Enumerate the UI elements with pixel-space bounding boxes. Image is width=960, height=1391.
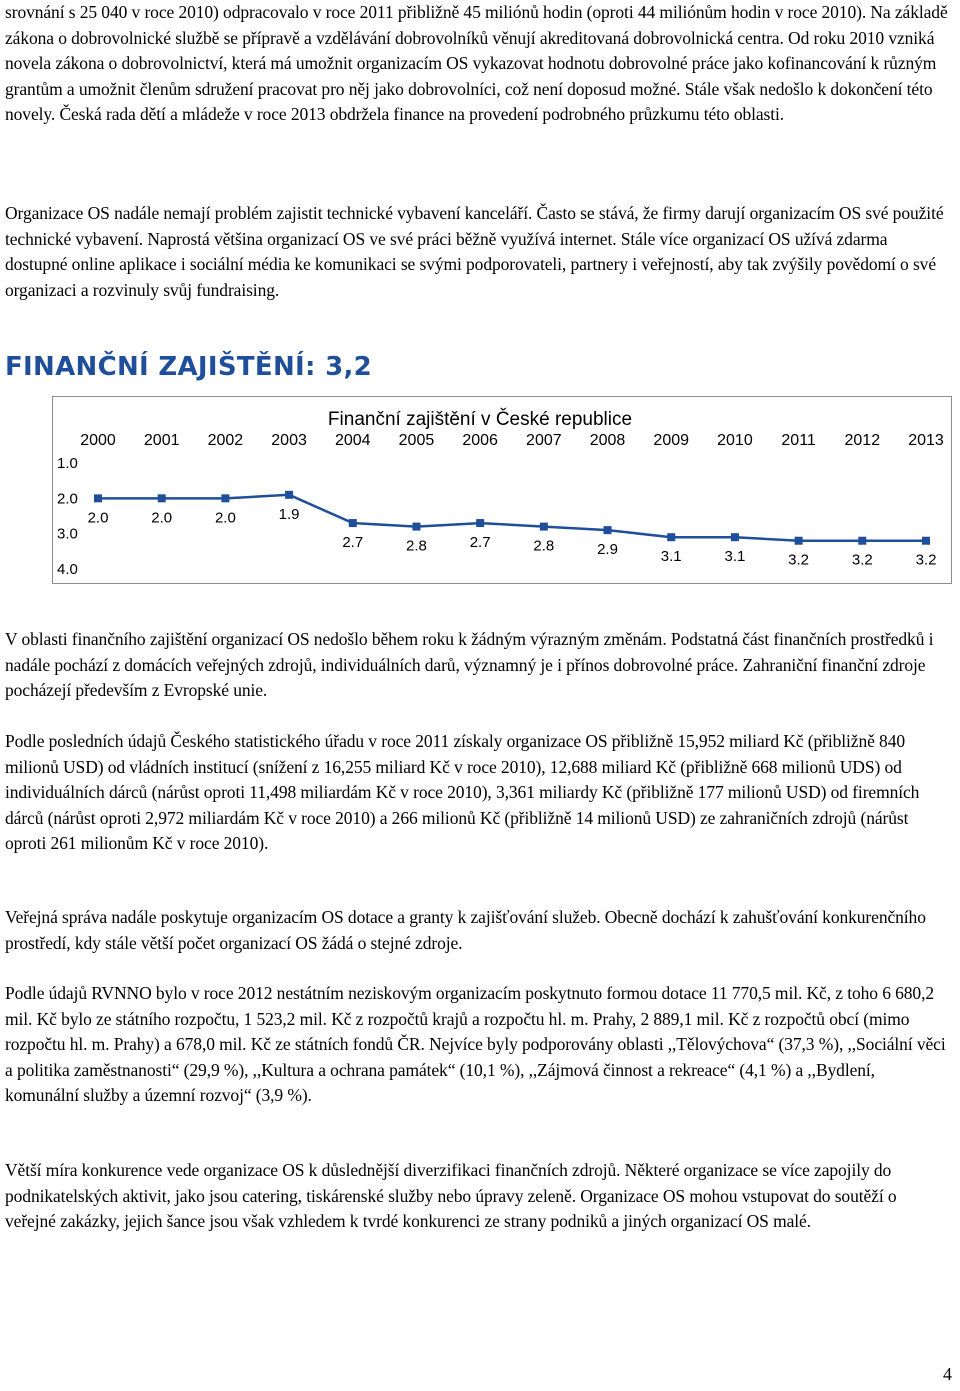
data-label: 2.7 bbox=[469, 534, 491, 552]
x-tick-label: 2011 bbox=[781, 432, 816, 449]
chart-title: Finanční zajištění v České republice bbox=[327, 409, 633, 430]
data-label: 3.1 bbox=[660, 548, 682, 566]
x-axis-tick-labels bbox=[80, 432, 944, 449]
data-point-marker bbox=[604, 526, 612, 534]
x-tick-label: 2008 bbox=[589, 432, 626, 449]
y-tick-label: 3.0 bbox=[57, 525, 78, 543]
data-point-marker bbox=[412, 523, 420, 531]
data-point-marker bbox=[349, 519, 357, 527]
data-label: 3.2 bbox=[851, 551, 873, 569]
data-label: 3.2 bbox=[788, 551, 810, 569]
data-label: 2.9 bbox=[597, 541, 618, 559]
data-label: 2.7 bbox=[342, 534, 364, 552]
data-point-marker bbox=[922, 537, 930, 545]
data-label: 1.9 bbox=[278, 505, 300, 523]
paragraph-statistics-office: Podle posledních údajů Českého statistického úřadu v roce 2011 získaly organizace OS přibližně 15,952 miliard Kč (přibližně 840 milionů USD) od vládních institucí (snížení z 16,255 miliard Kč v roce 2010), 12,688 miliard Kč (přibližně 668 milionů UDS) od individuálních dárců (nárůst oproti 11,498 miliardám Kč v roce 2010), 3,361 miliardy Kč (přibližně 177 milionů USD) od firemních dárců (nárůst oproti 2,972 miliardám Kč v roce 2010) a 266 milionů Kč (přibližně 14 milionů USD) ze zahraničních zdrojů (nárůst oproti 261 milionům Kč v roce 2010). bbox=[5, 731, 920, 853]
x-tick-label: 2000 bbox=[80, 432, 116, 449]
y-axis-tick-labels bbox=[57, 455, 78, 578]
x-tick-label: 2010 bbox=[717, 432, 753, 449]
x-tick-label: 2005 bbox=[398, 432, 435, 449]
data-point-marker bbox=[158, 494, 166, 502]
paragraph-technical-equipment: Organizace OS nadále nemají problém zajistit technické vybavení kanceláří. Často se stává, že firmy darují organizacím OS své použité technické vybavení. Naprostá většina organizací OS ve své práci běžně využívá internet. Stále více organizací OS užívá zdarma dostupné online aplikace i sociální média ke komunikaci se svými podporovateli, partnery i veřejností, aby tak zvýšily povědomí o své organizaci a rozvinuly svůj fundraising. bbox=[5, 203, 944, 300]
data-point-marker bbox=[221, 494, 229, 502]
x-tick-label: 2012 bbox=[844, 432, 881, 449]
x-tick-label: 2004 bbox=[334, 432, 371, 449]
chart-container bbox=[52, 396, 952, 584]
data-label: 2.0 bbox=[214, 509, 236, 527]
data-label: 2.0 bbox=[151, 509, 173, 527]
x-tick-label: 2003 bbox=[271, 432, 307, 449]
data-label: 2.8 bbox=[533, 537, 555, 555]
paragraph-diversification: Větší míra konkurence vede organizace OS k důslednější diverzifikaci finančních zdrojů. Některé organizace se více zapojily do podnikatelských aktivit, jako jsou catering, tiskárenské služby nebo úpravy zeleně. Organizace OS mohou vstupovat do soutěží o veřejné zakázky, jejich šance jsou však vzhledem k tvrdé konkurenci ze strany podniků a jiných organizací OS malé. bbox=[5, 1160, 897, 1231]
x-tick-label: 2009 bbox=[653, 432, 690, 449]
data-label: 3.1 bbox=[724, 548, 746, 566]
paragraph-public-administration: Veřejná správa nadále poskytuje organizacím OS dotace a granty k zajišťování služeb. Obecně dochází k zahušťování konkurenčního prostředí, kdy stále větší počet organizací OS žádá o stejné zdroje. bbox=[5, 907, 926, 953]
data-point-marker bbox=[476, 519, 484, 527]
x-tick-label: 2006 bbox=[462, 432, 498, 449]
data-label: 2.0 bbox=[87, 509, 109, 527]
paragraph-volunteering: srovnání s 25 040 v roce 2010) odpracovalo v roce 2011 přibližně 45 miliónů hodin (oproti 44 miliónům hodin v roce 2010). Na základě zákona o dobrovolnické službě se přípravě a vzdělávání dobrovolníků věnují akreditovaná dobrovolnická centra. Od roku 2010 vzniká novela zákona o dobrovolnictví, která má umožnit organizacím OS vykazovat hodnotu dobrovolné práce jako kofinancování k různým grantům a umožnit členům sdružení pracovat pro něj jako dobrovolníci, což není doposud možné. Stále však nedošlo k dokončení této novely. Česká rada dětí a mládeže v roce 2013 obdržela finance na provedení podrobného průzkumu této oblasti. bbox=[5, 2, 948, 124]
page-number: 4 bbox=[943, 1364, 952, 1384]
x-tick-label: 2007 bbox=[526, 432, 562, 449]
data-label: 2.8 bbox=[406, 537, 427, 555]
data-point-marker bbox=[667, 533, 675, 541]
x-tick-label: 2013 bbox=[908, 432, 944, 449]
line-chart bbox=[53, 397, 953, 585]
paragraph-financial-overview: V oblasti finančního zajištění organizací OS nedošlo během roku k žádným výrazným změnám. Podstatná část finančních prostředků i nadále pochází z domácích veřejných zdrojů, individuálních darů, významný je i přínos dobrovolné práce. Zahraniční finanční zdroje pocházejí především z Evropské unie. bbox=[5, 629, 934, 700]
data-label: 3.2 bbox=[915, 551, 937, 569]
data-point-marker bbox=[795, 537, 803, 545]
y-tick-label: 4.0 bbox=[57, 561, 78, 578]
section-heading: FINANČNÍ ZAJIŠTĚNÍ: 3,2 bbox=[5, 352, 373, 382]
x-tick-label: 2001 bbox=[143, 432, 180, 449]
paragraph-rvnno-subsidies: Podle údajů RVNNO bylo v roce 2012 nestátním neziskovým organizacím poskytnuto formou dotace 11 770,5 mil. Kč, z toho 6 680,2 mil. Kč bylo ze státního rozpočtu, 1 523,2 mil. Kč z rozpočtů krajů a rozpočtu hl. m. Prahy, 2 889,1 mil. Kč z rozpočtů obcí (mimo rozpočtu hl. m. Prahy) a 678,0 mil. Kč ze státních fondů ČR. Nejvíce byly podporovány oblasti ,,Tělovýchova“ (37,3 %), ,,Sociální věci a politika zaměstnanosti“ (29,9 %), ,,Kultura a ochrana památek“ (10,1 %), ,,Zájmová činnost a rekreace“ (4,1 %) a ,,Bydlení, komunální služby a územní rozvoj“ (3,9 %). bbox=[5, 983, 946, 1105]
y-tick-label: 2.0 bbox=[57, 490, 78, 508]
data-point-marker bbox=[285, 491, 293, 499]
data-point-marker bbox=[858, 537, 866, 545]
data-point-marker bbox=[94, 494, 102, 502]
y-tick-label: 1.0 bbox=[57, 455, 78, 472]
data-label-group bbox=[88, 506, 937, 569]
x-tick-label: 2002 bbox=[207, 432, 244, 449]
data-point-marker bbox=[540, 523, 548, 531]
data-point-marker bbox=[731, 533, 739, 541]
